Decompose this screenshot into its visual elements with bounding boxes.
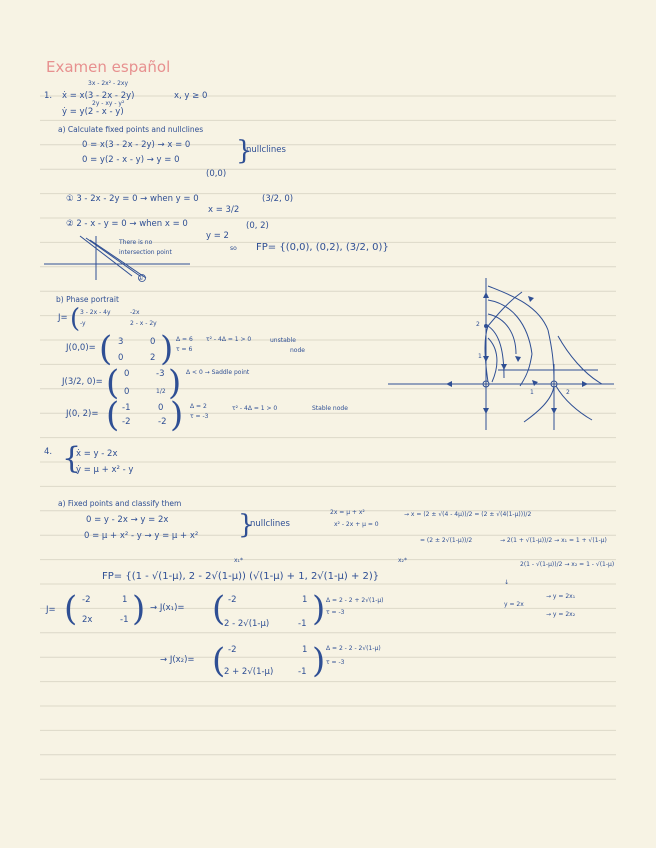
q1-j02-lparen: ( xyxy=(106,395,120,435)
q1-fixed-points: FP= {(0,0), (0,2), (3/2, 0)} xyxy=(256,242,389,253)
q4-system-brace: { xyxy=(62,441,82,476)
q4-y-2x2: → y = 2x₂ xyxy=(546,611,576,618)
q1-nullcline-brace: } xyxy=(236,136,253,166)
q4-quadratic4: 2(1 - √(1-μ))/2 → x₂ = 1 - √(1-μ) xyxy=(520,561,615,568)
q1-j02-a: -1 xyxy=(122,403,131,413)
q1-j00-d: 2 xyxy=(150,353,156,363)
q1-part-b-heading: b) Phase portrait xyxy=(56,295,119,304)
q1-j30-c: 0 xyxy=(124,387,130,397)
q1-j00-class1: unstable xyxy=(270,337,296,344)
q1-no-intersection-2: intersection point xyxy=(119,249,172,256)
q1-pp-y1: 1 xyxy=(478,353,482,360)
q1-pp-y2: 2 xyxy=(476,321,480,328)
q4-arrow-down: ↓ xyxy=(504,579,510,586)
q4-jacobian-lhs: J= xyxy=(46,605,56,615)
q4-line1: 0 = y - 2x → y = 2x xyxy=(86,515,169,525)
q1-eq-x: ẋ = x(3 - 2x - 2y) xyxy=(62,91,135,101)
q1-jacobian-paren: ( xyxy=(70,304,81,334)
q1-j02-trace: τ = -3 xyxy=(190,413,209,420)
q4-jx1-trace: τ = -3 xyxy=(326,609,345,616)
q1-no-intersection-1: There is no xyxy=(119,239,153,246)
q4-jx1-lparen: ( xyxy=(212,589,226,629)
q1-domain: x, y ≥ 0 xyxy=(174,91,208,101)
q1-case2-point: (0, 2) xyxy=(246,221,269,231)
q1-j30-lhs: J(3/2, 0)= xyxy=(62,377,103,387)
q4-jx2-det: Δ = 2 - 2 - 2√(1-μ) xyxy=(326,645,381,652)
q1-jac-21: -y xyxy=(80,320,86,327)
q1-j30-b: -3 xyxy=(156,369,165,379)
q1-j02-det: Δ = 2 xyxy=(190,403,207,410)
q1-case1-point: (3/2, 0) xyxy=(262,194,294,204)
q4-jac-11: -2 xyxy=(82,595,91,605)
q4-jx2-rparen: ) xyxy=(312,641,326,681)
q1-so: so xyxy=(230,245,237,252)
q1-case2-line2: y = 2 xyxy=(206,231,229,241)
q1-j30-rparen: ) xyxy=(168,363,182,403)
q1-nullclines-label: nullclines xyxy=(246,145,286,155)
q1-j02-lhs: J(0, 2)= xyxy=(66,409,99,419)
q4-jx1-12: 1 xyxy=(302,595,308,605)
q4-line2: 0 = μ + x² - y → y = μ + x² xyxy=(84,531,199,541)
q1-case1-line1: ① 3 - 2x - 2y = 0 → when y = 0 xyxy=(66,194,199,204)
q4-jx1-22: -1 xyxy=(298,619,307,629)
q4-quadratic1: → x = (2 ± √(4 - 4μ))/2 = (2 ± √(4(1-μ)))/2 xyxy=(404,511,532,518)
q4-root-eq2: x² - 2x + μ = 0 xyxy=(334,521,379,528)
q1-j30-a: 0 xyxy=(124,369,130,379)
q1-j00-b: 0 xyxy=(150,337,156,347)
q1-part-a-heading: a) Calculate fixed points and nullclines xyxy=(58,125,204,134)
q1-expansion-top: 3x - 2x² - 2xy xyxy=(88,80,129,87)
q1-j30-lparen: ( xyxy=(106,363,120,403)
q1-circle-label: ① xyxy=(138,275,144,282)
q4-jx1-rparen: ) xyxy=(312,589,326,629)
q4-eq-x: ẋ = y - 2x xyxy=(76,449,118,459)
q4-y-equals-2x: y = 2x xyxy=(504,601,524,608)
q1-origin: (0,0) xyxy=(206,169,227,179)
q1-j02-c: -2 xyxy=(122,417,131,427)
q1-j02-disc: τ² - 4Δ = 1 > 0 xyxy=(232,405,278,412)
q4-jx1-lhs: → J(x₁)= xyxy=(150,603,185,613)
q4-part-a-heading: a) Fixed points and classify them xyxy=(58,499,182,508)
q4-eq-y: ẏ = μ + x² - y xyxy=(76,465,134,475)
q4-quadratic3: → 2(1 + √(1-μ))/2 → x₁ = 1 + √(1-μ) xyxy=(500,537,607,544)
q4-jac-21: 2x xyxy=(82,615,93,625)
q4-jac-22: -1 xyxy=(120,615,129,625)
q4-jx2-11: -2 xyxy=(228,645,237,655)
q1-j00-class2: node xyxy=(290,347,305,354)
q4-jx2-21: 2 + 2√(1-μ) xyxy=(224,667,274,677)
q4-y-2x1: → y = 2x₁ xyxy=(546,593,576,600)
q4-jac-rparen: ) xyxy=(132,589,146,629)
q1-jac-12: -2x xyxy=(130,309,140,316)
q1-pp-x2: 2 xyxy=(566,389,570,396)
q4-jx2-trace: τ = -3 xyxy=(326,659,345,666)
q4-fixed-points: FP= {(1 - √(1-μ), 2 - 2√(1-μ)) (√(1-μ) + 1, 2√(1-μ) + 2)} xyxy=(102,571,380,582)
q4-jx2-22: -1 xyxy=(298,667,307,677)
q1-j00-c: 0 xyxy=(118,353,124,363)
q4-jx1-11: -2 xyxy=(228,595,237,605)
q1-eq-y: ẏ = y(2 - x - y) xyxy=(62,107,124,117)
q1-expansion-mid: 2y - xy - y² xyxy=(92,100,125,107)
q1-case2-line1: ② 2 - x - y = 0 → when x = 0 xyxy=(66,219,188,229)
q1-j02-d: -2 xyxy=(158,417,167,427)
q1-j00-lparen: ( xyxy=(99,329,113,369)
q1-case1-line2: x = 3/2 xyxy=(208,205,240,215)
q4-jx2-12: 1 xyxy=(302,645,308,655)
q4-x2-label: x₂* xyxy=(398,557,407,564)
q1-number: 1. xyxy=(44,91,53,101)
q1-j02-rparen: ) xyxy=(170,395,184,435)
page-title: Examen español xyxy=(46,58,171,76)
q4-x1-label: x₁* xyxy=(234,557,243,564)
q4-jx2-lhs: → J(x₂)= xyxy=(160,655,195,665)
q1-j02-class: Stable node xyxy=(312,405,348,412)
q1-j30-det: Δ < 0 → Saddle point xyxy=(186,369,250,376)
q4-nullclines-label: nullclines xyxy=(250,519,290,529)
q1-j00-det: Δ = 6 xyxy=(176,336,193,343)
q4-jac-lparen: ( xyxy=(64,589,78,629)
q1-j00-a: 3 xyxy=(118,337,124,347)
q1-jac-22: 2 - x - 2y xyxy=(130,320,157,327)
q1-j30-d: 1/2 xyxy=(156,388,166,395)
q1-j00-lhs: J(0,0)= xyxy=(66,343,96,353)
q1-j00-disc: τ² - 4Δ = 1 > 0 xyxy=(206,336,252,343)
q4-jac-12: 1 xyxy=(122,595,128,605)
q1-j00-trace: τ = 6 xyxy=(176,346,193,353)
q1-jac-11: 3 - 2x - 4y xyxy=(80,309,111,316)
q4-jx2-lparen: ( xyxy=(212,641,226,681)
q4-quadratic2: = (2 ± 2√(1-μ))/2 xyxy=(420,537,473,544)
q4-jx1-det: Δ = 2 - 2 + 2√(1-μ) xyxy=(326,597,384,604)
q1-a-line1: 0 = x(3 - 2x - 2y) → x = 0 xyxy=(82,140,191,150)
q4-number: 4. xyxy=(44,447,53,457)
q4-jx1-21: 2 - 2√(1-μ) xyxy=(224,619,270,629)
q1-pp-x1: 1 xyxy=(530,389,534,396)
q1-j02-b: 0 xyxy=(158,403,164,413)
q4-nullcline-brace: } xyxy=(238,510,255,540)
q1-phase-portrait xyxy=(388,274,618,434)
q4-root-eq1: 2x = μ + x² xyxy=(330,509,365,516)
q1-j00-rparen: ) xyxy=(160,329,174,369)
q1-a-line2: 0 = y(2 - x - y) → y = 0 xyxy=(82,155,180,165)
q1-jacobian-lhs: J= xyxy=(58,313,68,323)
